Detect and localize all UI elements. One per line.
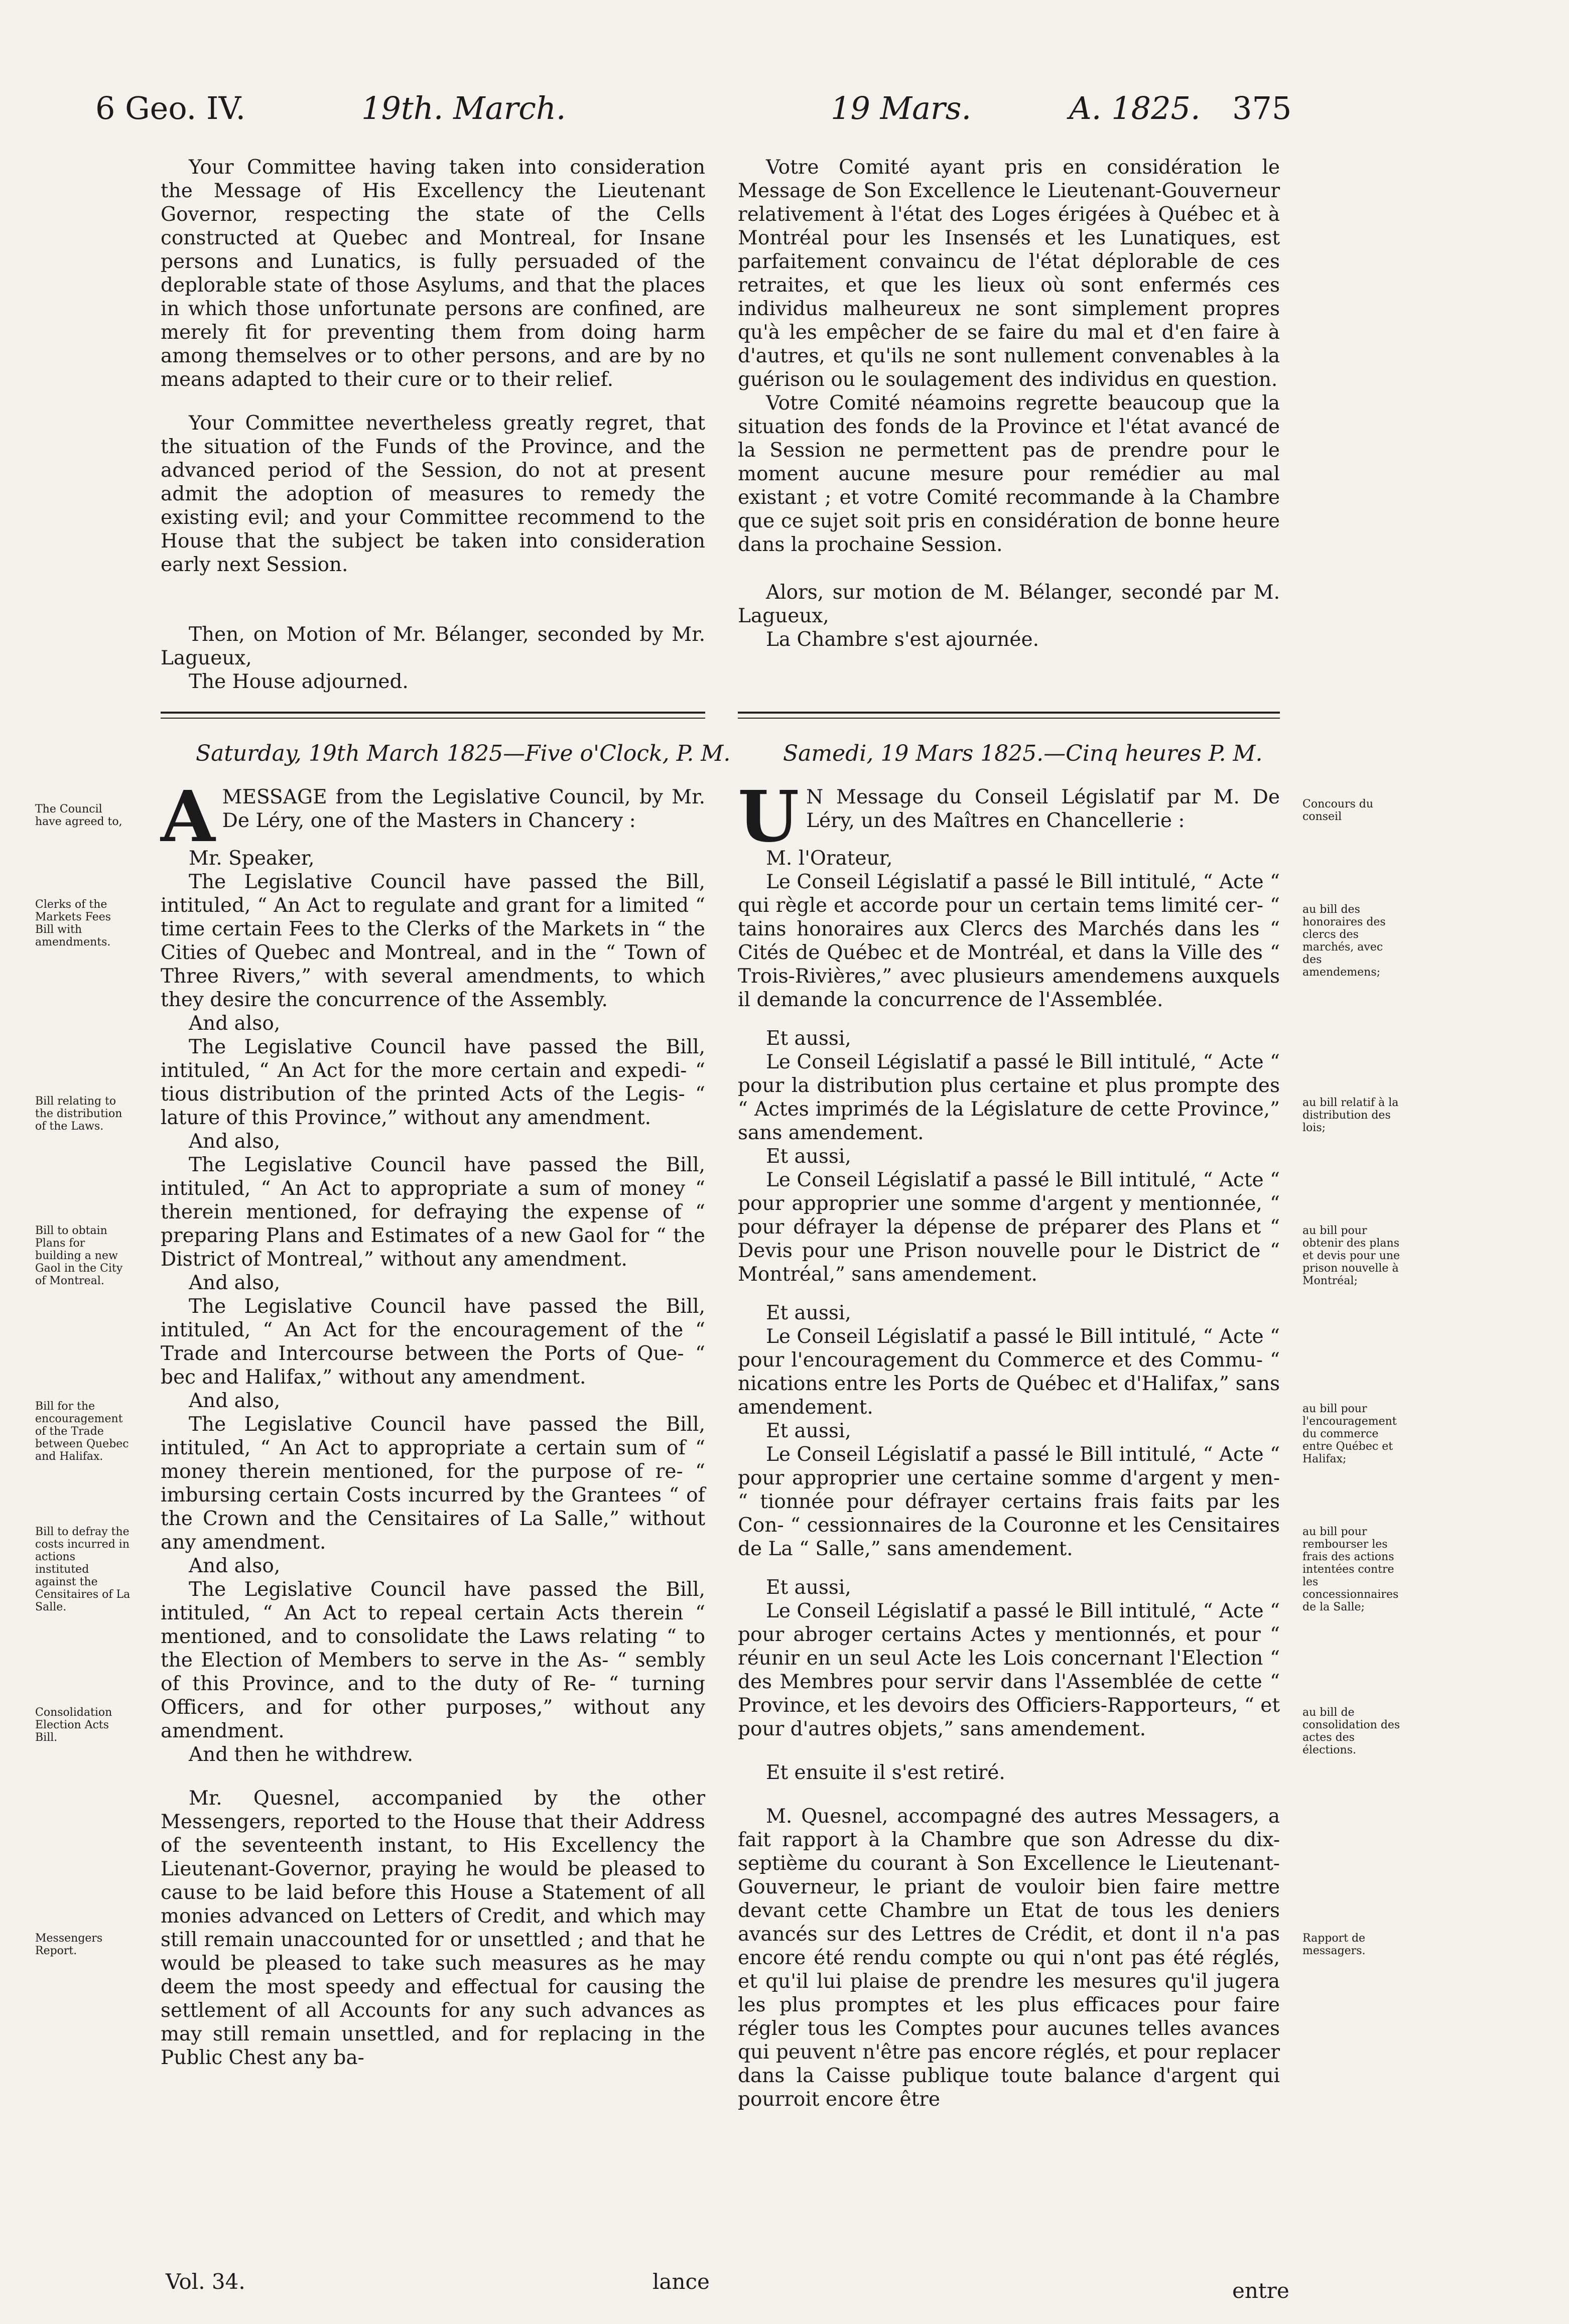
en-intro-text: MESSAGE from the Legislative Council, by Mr. De Léry, one of the Masters in Chancery : bbox=[222, 786, 705, 832]
margin-note-right-2: au bill des honoraires des clercs des marchés, avec des amendemens; bbox=[1302, 903, 1386, 979]
fr-bill-5: Le Conseil Législatif a passé le Bill intitulé, “ Acte “ pour approprier une certaine somme d'argent y men- “ tionnée pour défrayer certains frais faits par les Con- “ cessionnaires de la Couronne et les Censitaires de La “ Salle,” sans amendement. bbox=[738, 1443, 1280, 1560]
margin-note-left-4: Bill to obtain Plans for building a new Gaol in the City of Montreal. bbox=[35, 1224, 123, 1287]
fr-committee-p2: Votre Comité néamoins regrette beaucoup que la situation des fonds de la Province et l'état avancé de la Session ne permettent pas de prendre pour le moment aucune mesure pour remédier au mal existant ; et votre Comité recommande à la Chambre que ce sujet soit pris en considération de bonne heure dans la prochaine Session. bbox=[738, 392, 1280, 556]
fr-bill-1: Le Conseil Législatif a passé le Bill intitulé, “ Acte “ qui règle et accorde pour un certain tems limité cer- “ tains honoraires aux Clercs des Marchés dans les “ Cités de Québec et de Montréal, et dans la Ville des “ Trois-Rivières,” avec plusieurs amendemens auxquels il demande la concurrence de l'Assemblée. bbox=[738, 871, 1280, 1011]
page-number: 375 bbox=[1232, 90, 1292, 126]
margin-note-right-4: au bill pour obtenir des plans et devis pour une prison nouvelle à Montréal; bbox=[1302, 1224, 1400, 1287]
en-section-heading: Saturday, 19th March 1825—Five o'Clock, P. M. bbox=[196, 741, 731, 766]
section-rule-fr bbox=[738, 712, 1280, 714]
fr-bill-3: Le Conseil Législatif a passé le Bill intitulé, “ Acte “ pour approprier une somme d'argent y mentionnée, “ pour défrayer la dépense de préparer des Plans et “ Devis pour une Prison nouvelle pour le District de “ Montréal,” sans amendement. bbox=[738, 1169, 1280, 1286]
en-salute: Mr. Speaker, bbox=[189, 847, 315, 870]
en-messengers-report: Mr. Quesnel, accompanied by the other Messengers, reported to the House that their Address of the seventeenth instant, to His Excellency the Lieutenant-Governor, praying he would be pleased to cause to be laid before this House a Statement of all monies advanced on Letters of Credit, and which may still remain unaccounted for or unsettled ; and that he would be pleased to take such measures as he may deem the most speedy and effectual for causing the settlement of all Accounts for any such advances as may still remain unsettled, and for replacing in the Public Chest any ba- bbox=[161, 1787, 705, 2069]
header-year: A. 1825. bbox=[1069, 90, 1201, 126]
margin-note-right-3: au bill relatif à la distribution des lois; bbox=[1302, 1097, 1399, 1134]
en-bill-1: The Legislative Council have passed the Bill, intituled, “ An Act to regulate and grant for a limited “ time certain Fees to the Clerks of the Markets in “ the Cities of Quebec and Montreal, and in the “ Town of Three Rivers,” with several amendments, to which they desire the concurrence of the Assembly. bbox=[161, 871, 705, 1011]
en-intro bbox=[161, 776, 705, 858]
fr-section-heading: Samedi, 19 Mars 1825.—Cinq heures P. M. bbox=[783, 741, 1263, 766]
en-and-1: And also, bbox=[189, 1012, 281, 1035]
fr-withdrew: Et ensuite il s'est retiré. bbox=[766, 1761, 1005, 1784]
margin-note-right-7: au bill de consolidation des actes des élections. bbox=[1302, 1706, 1400, 1756]
header-reign: 6 Geo. IV. bbox=[95, 90, 246, 126]
en-bill-5: The Legislative Council have passed the Bill, intituled, “ An Act to appropriate a certain sum of “ money therein mentioned, for the purpose of re- “ imbursing certain Costs incurred by the Grantees “ of the Crown and the Censitaires of La Salle,” without any amendment. bbox=[161, 1413, 705, 1554]
en-and-3: And also, bbox=[189, 1272, 281, 1294]
margin-note-left-1: The Council have agreed to, bbox=[35, 803, 122, 828]
en-proceedings bbox=[161, 776, 705, 2070]
section-rule-en bbox=[161, 712, 705, 714]
fr-intro bbox=[738, 776, 1280, 858]
fr-adjourned: La Chambre s'est ajournée. bbox=[766, 628, 1039, 651]
margin-note-left-5: Bill for the encouragement of the Trade between Quebec and Halifax. bbox=[35, 1400, 129, 1463]
fr-catchword: entre bbox=[1232, 2278, 1289, 2303]
en-and-2: And also, bbox=[189, 1130, 281, 1153]
margin-note-left-6: Bill to defray the costs incurred in actions instituted against the Censitaires of La Salle. bbox=[35, 1526, 130, 1613]
section-rule-fr-thin bbox=[738, 718, 1280, 719]
en-committee-p2: Your Committee nevertheless greatly regret, that the situation of the Funds of the Province, and the advanced period of the Session, do not at present admit the adoption of measures to remedy the existing evil; and your Committee recommend to the House that the subject be taken into consideration early next Session. bbox=[161, 412, 705, 576]
fr-and-5: Et aussi, bbox=[766, 1576, 851, 1599]
margin-note-right-6: au bill pour rembourser les frais des actions intentées contre les concessionnaires de la Salle; bbox=[1302, 1526, 1399, 1613]
fr-bill-6: Le Conseil Législatif a passé le Bill intitulé, “ Acte “ pour abroger certains Actes y mentionnés, et pour “ réunir en un seul Acte les Lois concernant l'Election “ des Membres pour servir dans l'Assemblée de cette “ Province, et les devoirs des Officiers-Rapporteurs, “ et pour d'autres objets,” sans amendement. bbox=[738, 1600, 1280, 1740]
en-adjourned: The House adjourned. bbox=[189, 670, 409, 693]
margin-note-right-1: Concours du conseil bbox=[1302, 798, 1374, 823]
volume-signature: Vol. 34. bbox=[166, 2269, 245, 2294]
fr-committee-report bbox=[738, 156, 1280, 651]
margin-note-left-8: Messengers Report. bbox=[35, 1932, 103, 1957]
en-bill-2: The Legislative Council have passed the Bill, intituled, “ An Act for the more certain and expedi- “ tious distribution of the printed Acts of the Legis- “ lature of this Province,” without any amendment. bbox=[161, 1036, 705, 1129]
fr-motion: Alors, sur motion de M. Bélanger, secondé par M. Lagueux, bbox=[738, 581, 1280, 627]
fr-and-1: Et aussi, bbox=[766, 1027, 851, 1050]
fr-salute: M. l'Orateur, bbox=[766, 847, 893, 870]
en-and-4: And also, bbox=[189, 1390, 281, 1412]
margin-note-right-8: Rapport de messagers. bbox=[1302, 1932, 1366, 1957]
margin-note-left-2: Clerks of the Markets Fees Bill with amendments. bbox=[35, 898, 111, 948]
fr-and-2: Et aussi, bbox=[766, 1145, 851, 1168]
en-dropcap: A bbox=[161, 776, 215, 858]
en-committee-report bbox=[161, 156, 705, 694]
fr-proceedings bbox=[738, 776, 1280, 2111]
fr-and-3: Et aussi, bbox=[766, 1302, 851, 1324]
fr-messengers-report: M. Quesnel, accompagné des autres Messagers, a fait rapport à la Chambre que son Adresse du dix-septième du courant à Son Excellence le Lieutenant-Gouverneur, le priant de vouloir bien faire mettre devant cette Chambre un Etat de tous les deniers avancés sur des Lettres de Crédit, et dont il n'a pas encore été rendu compte ou qui n'ont pas été réglés, et qu'il lui plaise de prendre les mesures qu'il jugera les plus promptes et les plus efficaces pour faire régler tous les Comptes pour aucunes telles avances qui peuvent n'être pas encore réglés, et pour replacer dans la Caisse publique toute balance d'argent qui pourroit encore être bbox=[738, 1805, 1280, 2111]
fr-bill-4: Le Conseil Législatif a passé le Bill intitulé, “ Acte “ pour l'encouragement du Commerce et des Commu- “ nications entre les Ports de Québec et d'Halifax,” sans amendement. bbox=[738, 1325, 1280, 1419]
en-and-5: And also, bbox=[189, 1555, 281, 1577]
header-date-en: 19th. March. bbox=[361, 90, 566, 126]
margin-note-left-3: Bill relating to the distribution of the Laws. bbox=[35, 1095, 122, 1133]
en-catchword: lance bbox=[652, 2269, 710, 2294]
en-bill-4: The Legislative Council have passed the Bill, intituled, “ An Act for the encouragement of the “ Trade and Intercourse between the Ports of Que- “ bec and Halifax,” without any amendment. bbox=[161, 1295, 705, 1389]
section-rule-en-thin bbox=[161, 718, 705, 719]
header-date-fr: 19 Mars. bbox=[831, 90, 972, 126]
margin-note-left-7: Consolidation Election Acts Bill. bbox=[35, 1706, 112, 1744]
fr-committee-p1: Votre Comité ayant pris en considération le Message de Son Excellence le Lieutenant-Gouverneur relativement à l'état des Loges érigées à Québec et à Montréal pour les Insensés et les Lunatiques, est parfaitement convaincu de l'état déplorable de ces retraites, et que les lieux où sont enfermés ces individus malheureux ne sont simplement propres qu'à les empêcher de se faire du mal et d'en faire à d'autres, et qu'ils ne sont nullement convenables à la guérison ou le soulagement des individus en question. bbox=[738, 156, 1280, 391]
en-bill-3: The Legislative Council have passed the Bill, intituled, “ An Act to appropriate a sum of money “ therein mentioned, for defraying the expense of “ preparing Plans and Estimates of a new Gaol for “ the District of Montreal,” without any amendment. bbox=[161, 1154, 705, 1271]
fr-and-4: Et aussi, bbox=[766, 1420, 851, 1442]
fr-bill-2: Le Conseil Législatif a passé le Bill intitulé, “ Acte “ pour la distribution plus certaine et plus prompte des “ Actes imprimés de la Législature de cette Province,” sans amendement. bbox=[738, 1051, 1280, 1144]
en-bill-6: The Legislative Council have passed the Bill, intituled, “ An Act to repeal certain Acts therein “ mentioned, and to consolidate the Laws relating “ to the Election of Members to serve in the As- “ sembly of this Province, and to the duty of Re- “ turning Officers, and for other purposes,” without any amendment. bbox=[161, 1578, 705, 1742]
en-committee-p1: Your Committee having taken into consideration the Message of His Excellency the Lieutenant Governor, respecting the state of the Cells constructed at Quebec and Montreal, for Insane persons and Lunatics, is fully persuaded of the deplorable state of those Asylums, and that the places in which those unfortunate persons are confined, are merely fit for preventing them from doing harm among themselves or to other persons, and are by no means adapted to their cure or to their relief. bbox=[161, 156, 705, 391]
fr-intro-text: N Message du Conseil Législatif par M. De Léry, un des Maîtres en Chancellerie : bbox=[806, 786, 1280, 832]
en-withdrew: And then he withdrew. bbox=[189, 1743, 414, 1766]
en-motion: Then, on Motion of Mr. Bélanger, seconded by Mr. Lagueux, bbox=[161, 623, 705, 669]
margin-note-right-5: au bill pour l'encouragement du commerce entre Québec et Halifax; bbox=[1302, 1403, 1397, 1465]
fr-dropcap: U bbox=[738, 776, 800, 858]
